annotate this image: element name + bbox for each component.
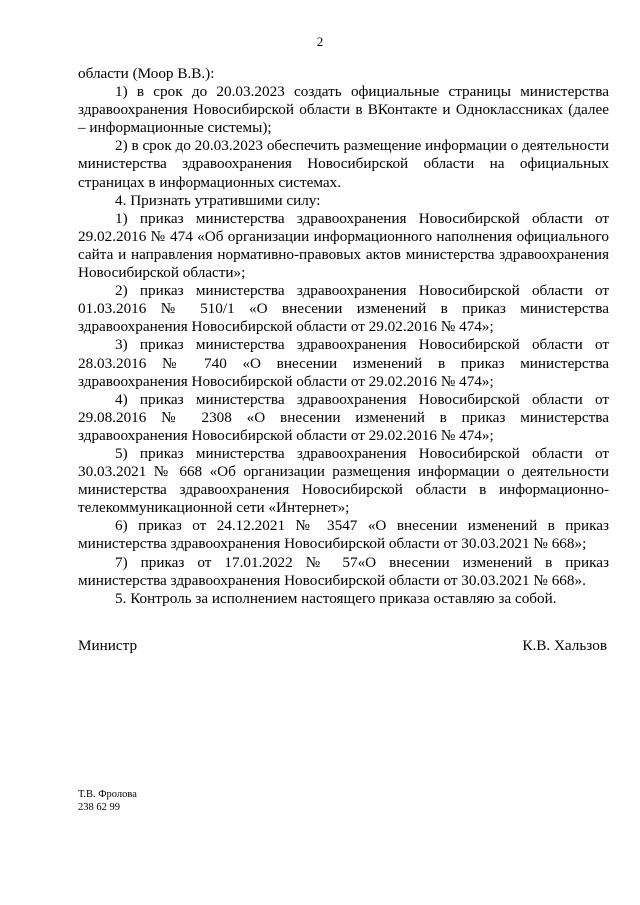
paragraph-repealed-1: 1) приказ министерства здравоохранения Новосибирской области от 29.02.2016 № 474 «Об организации информационного наполнения официального сайта и направления нормативно-правовых актов министерства здравоохранения Новосибирской области»; xyxy=(78,209,609,282)
paragraph-repealed-7: 7) приказ от 17.01.2022 № 57«О внесении изменений в приказ министерства здравоохранения Новосибирской области от 30.03.2021 № 668». xyxy=(78,553,609,589)
page-number: 2 xyxy=(316,34,324,49)
paragraph-section-5: 5. Контроль за исполнением настоящего приказа оставляю за собой. xyxy=(115,589,557,607)
paragraph-continuation: области (Моор В.В.): xyxy=(78,65,215,82)
signatory-name: К.В. Хальзов xyxy=(522,637,607,654)
paragraph-item-2: 2) в срок до 20.03.2023 обеспечить размещение информации о деятельности министерства здравоохранения Новосибирской области на официальных страницах в информационных системах. xyxy=(78,137,609,191)
paragraph-repealed-3: 3) приказ министерства здравоохранения Новосибирской области от 28.03.2016 № 740 «О внесении изменений в приказ министерства здравоохранения Новосибирской области от 29.02.2016 № 474»; xyxy=(78,336,609,390)
document-body xyxy=(78,65,609,608)
paragraph-repealed-4: 4) приказ министерства здравоохранения Новосибирской области от 29.08.2016 № 2308 «О внесении изменений в приказ министерства здравоохранения Новосибирской области от 29.02.2016 № 474»; xyxy=(78,390,609,444)
paragraph-repealed-2: 2) приказ министерства здравоохранения Новосибирской области от 01.03.2016 № 510/1 «О внесении изменений в приказ министерства здравоохранения Новосибирской области от 29.02.2016 № 474»; xyxy=(78,282,609,336)
executor-block xyxy=(78,788,137,814)
executor-name: Т.В. Фролова xyxy=(78,789,137,800)
paragraph-repealed-5: 5) приказ министерства здравоохранения Новосибирской области от 30.03.2021 № 668 «Об организации размещения информации о деятельности министерства здравоохранения Новосибирской области в информационно-телекоммуникационной сети «Интернет»; xyxy=(78,444,609,517)
paragraph-section-4: 4. Признать утратившими силу: xyxy=(115,191,321,209)
paragraph-item-1: 1) в срок до 20.03.2023 создать официальные страницы министерства здравоохранения Новосибирской области в ВКонтакте и Одноклассниках (далее – информационные системы); xyxy=(78,83,609,137)
paragraph-repealed-6: 6) приказ от 24.12.2021 № 3547 «О внесении изменений в приказ министерства здравоохранения Новосибирской области от 30.03.2021 № 668»; xyxy=(78,517,609,553)
executor-phone: 238 62 99 xyxy=(78,802,120,813)
signatory-position: Министр xyxy=(78,637,138,654)
